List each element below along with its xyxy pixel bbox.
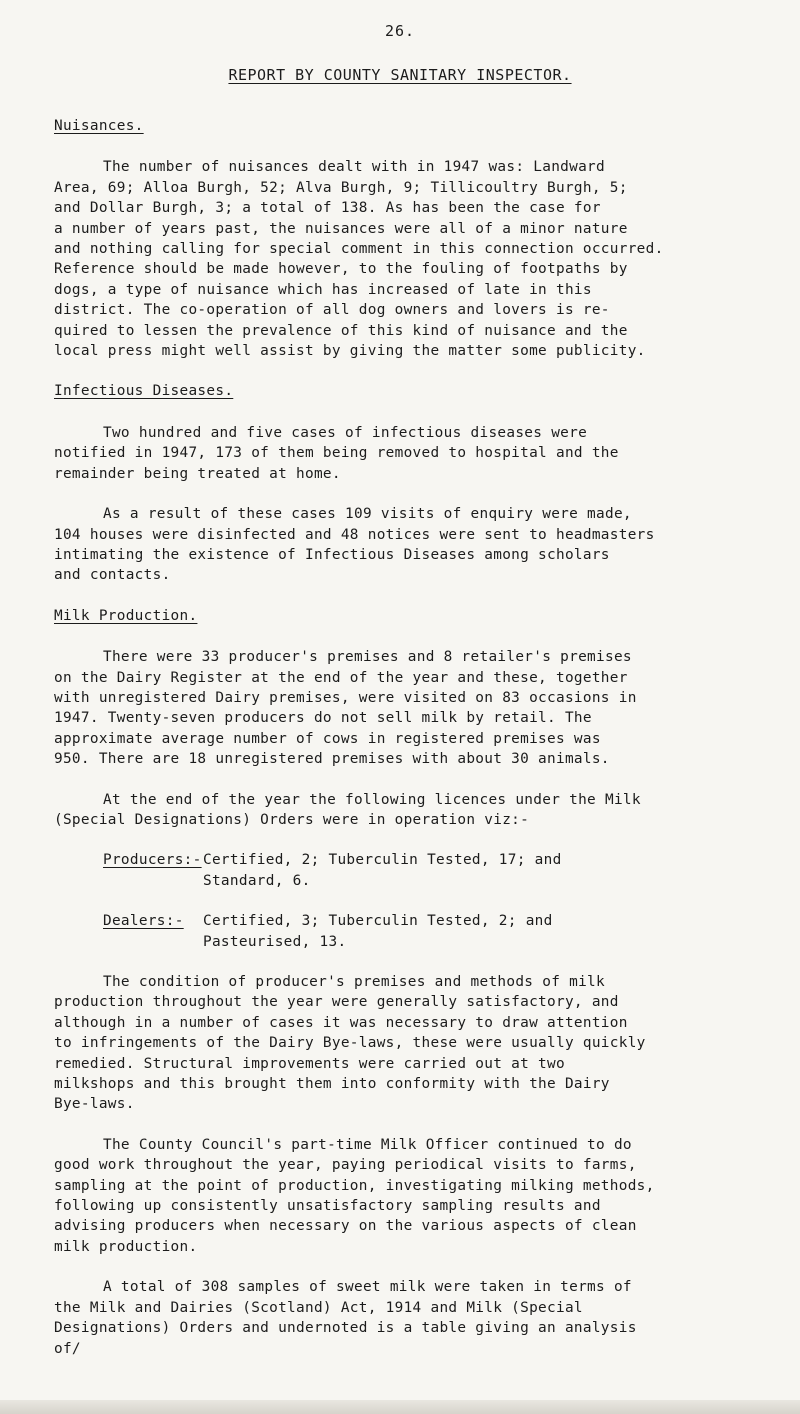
paragraph-infectious-1 xyxy=(54,423,794,484)
text-line: Two hundred and five cases of infectious diseases were xyxy=(103,424,588,441)
text-line: The County Council's part-time Milk Officer continued to do xyxy=(103,1136,632,1153)
text-line: There were 33 producer's premises and 8 retailer's premises xyxy=(103,649,632,666)
paragraph-milk-1 xyxy=(54,647,794,769)
text-line: dogs, a type of nuisance which has increased of late in this xyxy=(54,281,592,298)
text-line: of/ xyxy=(54,1340,81,1357)
text-line: quired to lessen the prevalence of this kind of nuisance and the xyxy=(54,322,628,339)
text-line: A total of 308 samples of sweet milk were taken in terms of xyxy=(103,1279,632,1296)
page-bottom-edge xyxy=(0,1400,800,1414)
licences-dealers xyxy=(54,911,794,952)
text-line: Designations) Orders and undernoted is a table giving an analysis xyxy=(54,1320,637,1337)
text-line: sampling at the point of production, investigating milking methods, xyxy=(54,1177,655,1194)
text-line: Certified, 2; Tuberculin Tested, 17; and xyxy=(203,852,562,869)
text-line: At the end of the year the following licences under the Milk xyxy=(103,791,641,808)
text-line: the Milk and Dairies (Scotland) Act, 1914 and Milk (Special xyxy=(54,1299,583,1316)
text-line: following up consistently unsatisfactory sampling results and xyxy=(54,1198,601,1215)
text-line: production throughout the year were generally satisfactory, and xyxy=(54,994,619,1011)
heading-milk-production: Milk Production. xyxy=(54,607,198,624)
text-line: (Special Designations) Orders were in operation viz:- xyxy=(54,811,530,828)
text-line: milkshops and this brought them into conformity with the Dairy xyxy=(54,1076,610,1093)
licences-producers xyxy=(54,850,794,891)
text-line: approximate average number of cows in registered premises was xyxy=(54,730,601,747)
dealers-label xyxy=(54,911,184,952)
page-number: 26. xyxy=(384,22,416,40)
text-line: intimating the existence of Infectious Diseases among scholars xyxy=(54,546,610,563)
text-line: district. The co-operation of all dog owners and lovers is re- xyxy=(54,302,610,319)
text-line: As a result of these cases 109 visits of enquiry were made, xyxy=(103,506,632,523)
text-line: to infringements of the Dairy Bye-laws, these were usually quickly xyxy=(54,1035,646,1052)
paragraph-infectious-2 xyxy=(54,504,794,586)
text-line: The number of nuisances dealt with in 1947 was: Landward xyxy=(103,159,605,176)
text-line: 104 houses were disinfected and 48 notices were sent to headmasters xyxy=(54,526,655,543)
paragraph-milk-3 xyxy=(54,972,794,1115)
text-line: Pasteurised, 13. xyxy=(203,933,347,950)
text-line: with unregistered Dairy premises, were visited on 83 occasions in xyxy=(54,689,637,706)
paragraph-milk-4 xyxy=(54,1135,794,1257)
heading-nuisances: Nuisances. xyxy=(54,118,144,134)
text-line: remainder being treated at home. xyxy=(54,465,341,482)
paragraph-milk-2 xyxy=(54,790,794,831)
text-line: good work throughout the year, paying periodical visits to farms, xyxy=(54,1157,637,1174)
text-line: although in a number of cases it was necessary to draw attention xyxy=(54,1014,628,1031)
report-title xyxy=(0,66,800,84)
text-line: Area, 69; Alloa Burgh, 52; Alva Burgh, 9; Tillicoultry Burgh, 5; xyxy=(54,179,628,196)
text-line: advising producers when necessary on the various aspects of clean xyxy=(54,1218,637,1235)
text-line: Standard, 6. xyxy=(203,872,311,889)
text-line: on the Dairy Register at the end of the year and these, together xyxy=(54,669,628,686)
text-line: and contacts. xyxy=(54,567,171,584)
text-line: local press might well assist by giving the matter some publicity. xyxy=(54,343,646,360)
text-line: The condition of producer's premises and methods of milk xyxy=(103,974,605,990)
text-line: and nothing calling for special comment in this connection occurred. xyxy=(54,241,664,258)
heading-infectious-diseases: Infectious Diseases. xyxy=(54,383,234,400)
text-line: and Dollar Burgh, 3; a total of 138. As has been the case for xyxy=(54,200,601,217)
text-line: 950. There are 18 unregistered premises with about 30 animals. xyxy=(54,751,610,768)
dealers-values xyxy=(170,911,553,952)
text-line: milk production. xyxy=(54,1238,198,1255)
producers-label xyxy=(54,850,202,891)
producers-label-text: Producers:- xyxy=(103,852,202,869)
report-title-text: REPORT BY COUNTY SANITARY INSPECTOR. xyxy=(228,66,572,84)
producers-values xyxy=(170,850,562,891)
text-line: Certified, 3; Tuberculin Tested, 2; and xyxy=(203,913,553,930)
paragraph-milk-5 xyxy=(54,1277,794,1359)
paragraph-nuisances xyxy=(54,157,794,361)
text-line: remedied. Structural improvements were carried out at two xyxy=(54,1055,565,1072)
report-body xyxy=(54,116,794,1379)
text-line: notified in 1947, 173 of them being removed to hospital and the xyxy=(54,445,619,462)
text-line: Reference should be made however, to the fouling of footpaths by xyxy=(54,261,628,278)
text-line: a number of years past, the nuisances were all of a minor nature xyxy=(54,220,628,237)
text-line: 1947. Twenty-seven producers do not sell milk by retail. The xyxy=(54,710,592,727)
dealers-label-text: Dealers:- xyxy=(103,913,184,930)
text-line: Bye-laws. xyxy=(54,1096,135,1113)
